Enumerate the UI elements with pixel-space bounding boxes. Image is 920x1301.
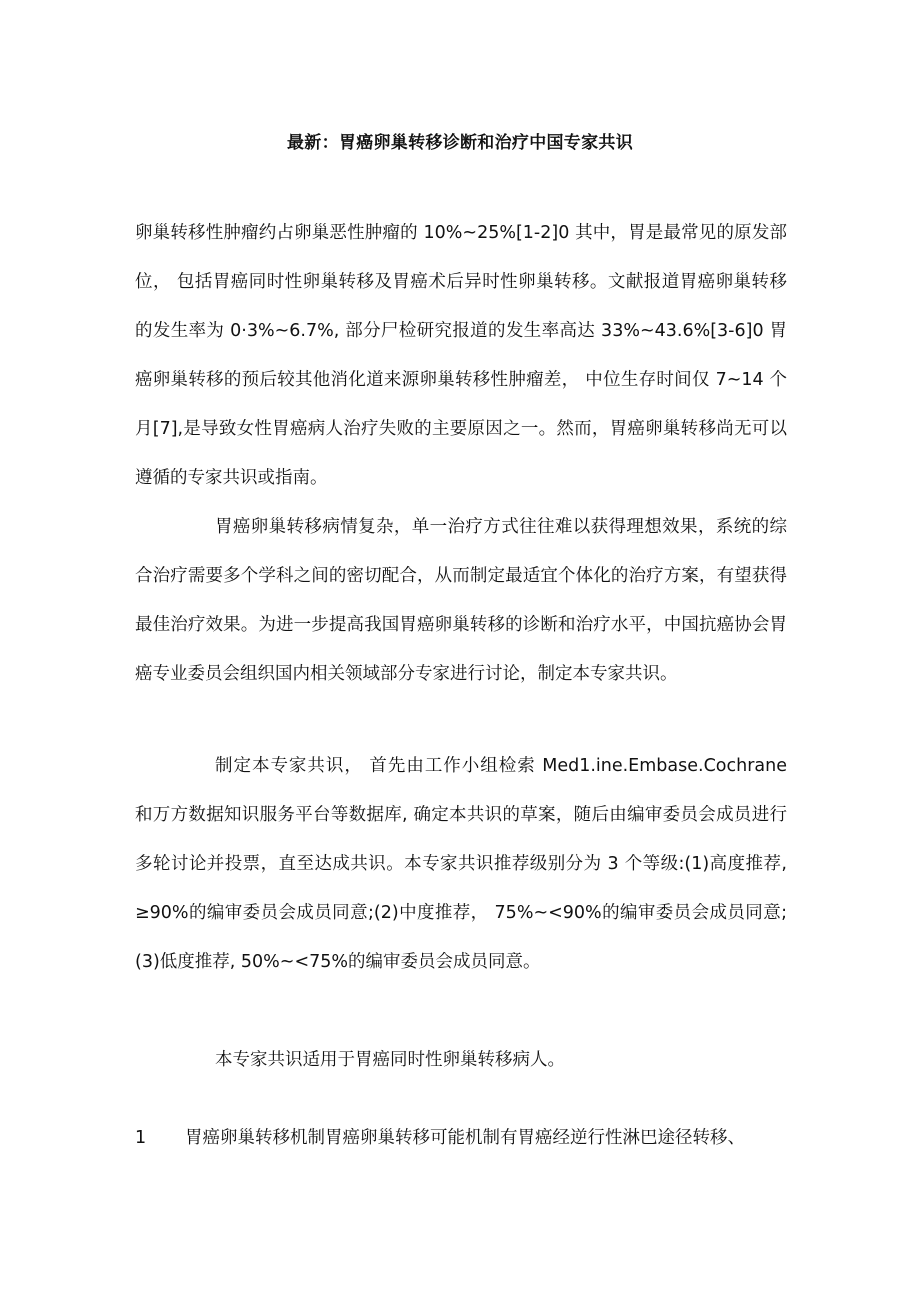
section-heading (135, 1114, 787, 1163)
paragraph-methods: 制定本专家共识， 首先由工作小组检索 Med1.ine.Embase.Cochrane 和万方数据知识服务平台等数据库, 确定本共识的草案，随后由编审委员会成员进行多轮讨论并投票，直至达成共识。本专家共识推荐级别分为 3 个等级:(1)高度推荐, ≥90%的编审委员会成员同意;(2)中度推荐， 75%~<90%的编审委员会成员同意; (3)低度推荐, 50%~<75%的编审委员会成员同意。 (135, 756, 787, 972)
document-title: 最新：胃癌卵巢转移诊断和治疗中国专家共识 (287, 133, 633, 153)
paragraph-scope: 本专家共识适用于胃癌同时性卵巢转移病人。 (215, 1050, 565, 1070)
section-number: 1 (135, 1128, 147, 1148)
section-text: 胃癌卵巢转移机制胃癌卵巢转移可能机制有胃癌经逆行性淋巴途径转移、 (185, 1128, 745, 1148)
paragraph-background: 胃癌卵巢转移病情复杂，单一治疗方式往往难以获得理想效果，系统的综合治疗需要多个学科之间的密切配合，从而制定最适宜个体化的治疗方案，有望获得最佳治疗效果。为进一步提高我国胃癌卵巢转移的诊断和治疗水平，中国抗癌协会胃癌专业委员会组织国内相关领域部分专家进行讨论，制定本专家共识。 (135, 517, 787, 684)
paragraph-intro: 卵巢转移性肿瘤约占卵巢恶性肿瘤的 10%~25%[1-2]0 其中，胃是最常见的原发部位， 包括胃癌同时性卵巢转移及胃癌术后异时性卵巢转移。文献报道胃癌卵巢转移的发生率为 0·3%~6.7%, 部分尸检研究报道的发生率高达 33%~43.6%[3-6]0 胃癌卵巢转移的预后较其他消化道来源卵巢转移性肿瘤差， 中位生存时间仅 7~14 个月[7],是导致女性胃癌病人治疗失败的主要原因之一。然而，胃癌卵巢转移尚无可以遵循的专家共识或指南。 (135, 223, 787, 488)
